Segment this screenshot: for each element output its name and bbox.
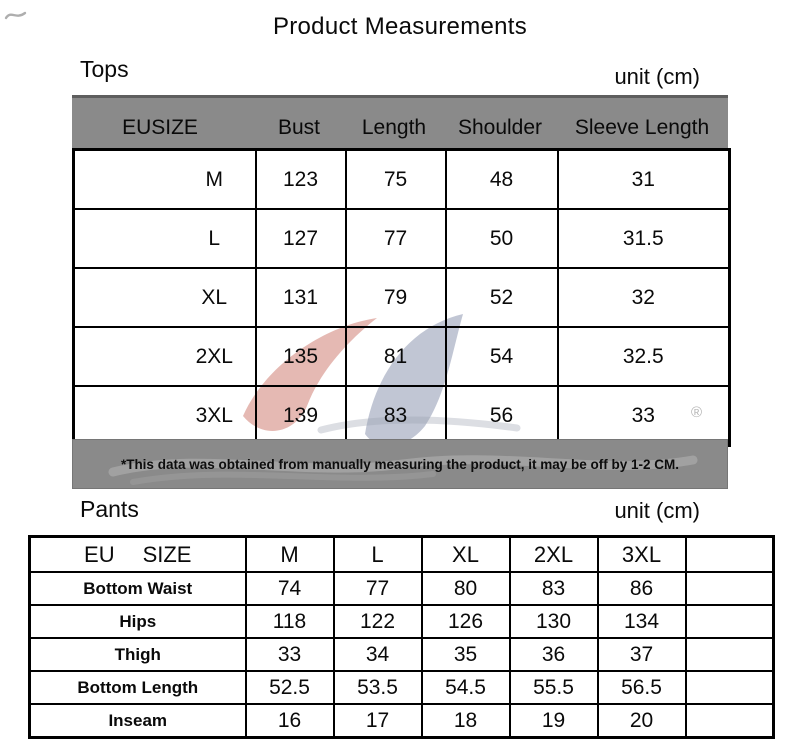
tops-unit-label: unit (cm) [614, 64, 700, 89]
value-cell: 77 [334, 572, 422, 605]
pants-header-m: M [246, 537, 334, 573]
pants-header-sizeword: SIZE [142, 541, 192, 567]
measure-label-cell: Hips [30, 605, 246, 638]
pants-header-size-cell [30, 537, 246, 573]
length-value-cell: 77 [346, 209, 446, 268]
pants-header-l: L [334, 537, 422, 573]
table-row [30, 605, 774, 638]
tops-size-chart [72, 148, 731, 447]
table-row [74, 386, 730, 446]
table-row [74, 268, 730, 327]
value-cell: 33 [246, 638, 334, 671]
pants-header-xl: XL [422, 537, 510, 573]
length-value-cell: 75 [346, 150, 446, 210]
tops-header-sizeword: SIZE [151, 116, 198, 139]
table-row [74, 150, 730, 210]
bust-value-cell: 135 [256, 327, 346, 386]
empty-cell [686, 704, 774, 738]
bust-value-cell: 131 [256, 268, 346, 327]
table-row [30, 704, 774, 738]
disclaimer-text: *This data was obtained from manually measuring the product, it may be off by 1-2 CM. [120, 456, 680, 472]
sleeve-value-cell: 32 [558, 268, 730, 327]
pants-size-chart [28, 535, 775, 739]
measure-label-cell: Bottom Waist [30, 572, 246, 605]
value-cell: 20 [598, 704, 686, 738]
value-cell: 16 [246, 704, 334, 738]
tops-header-shoulder: Shoulder [457, 116, 543, 139]
tops-header-size-cell [72, 116, 254, 148]
pants-header-2xl: 2XL [510, 537, 598, 573]
pants-header-eu: EU [84, 541, 115, 567]
measure-label-cell: Thigh [30, 638, 246, 671]
bust-value-cell: 123 [256, 150, 346, 210]
value-cell: 130 [510, 605, 598, 638]
shoulder-value-cell: 48 [446, 150, 558, 210]
bust-value-cell: 139 [256, 386, 346, 446]
tops-header-bust: Bust [277, 116, 321, 139]
tops-table-header [72, 95, 728, 148]
shoulder-value-cell: 52 [446, 268, 558, 327]
size-label-cell: 3XL [74, 386, 256, 446]
tops-header-eu: EU [122, 116, 152, 139]
value-cell: 74 [246, 572, 334, 605]
sleeve-value-cell: 31.5 [558, 209, 730, 268]
length-value-cell: 79 [346, 268, 446, 327]
measure-label-cell: Bottom Length [30, 671, 246, 704]
measurement-disclaimer-bar [72, 439, 728, 489]
tops-section-label: Tops [80, 56, 129, 82]
length-value-cell: 83 [346, 386, 446, 446]
pants-unit-label: unit (cm) [614, 498, 700, 523]
value-cell: 37 [598, 638, 686, 671]
value-cell: 80 [422, 572, 510, 605]
value-cell: 134 [598, 605, 686, 638]
value-cell: 86 [598, 572, 686, 605]
pants-header-3xl: 3XL [598, 537, 686, 573]
table-row [30, 572, 774, 605]
value-cell: 118 [246, 605, 334, 638]
value-cell: 52.5 [246, 671, 334, 704]
value-cell: 17 [334, 704, 422, 738]
table-row [30, 638, 774, 671]
table-row [74, 327, 730, 386]
size-label-cell: XL [74, 268, 256, 327]
pants-header-row [30, 537, 774, 573]
sleeve-value-cell: 33 [558, 386, 730, 446]
size-label-cell: M [74, 150, 256, 210]
corner-artifact-icon [4, 8, 28, 22]
table-row [74, 209, 730, 268]
empty-cell [686, 572, 774, 605]
table-row [30, 671, 774, 704]
value-cell: 19 [510, 704, 598, 738]
value-cell: 35 [422, 638, 510, 671]
length-value-cell: 81 [346, 327, 446, 386]
sleeve-value-cell: 32.5 [558, 327, 730, 386]
shoulder-value-cell: 56 [446, 386, 558, 446]
value-cell: 34 [334, 638, 422, 671]
empty-cell [686, 671, 774, 704]
empty-cell [686, 638, 774, 671]
value-cell: 56.5 [598, 671, 686, 704]
shoulder-value-cell: 50 [446, 209, 558, 268]
value-cell: 18 [422, 704, 510, 738]
size-label-cell: 2XL [74, 327, 256, 386]
registered-trademark-icon: ® [691, 404, 703, 421]
size-label-cell: L [74, 209, 256, 268]
sleeve-value-cell: 31 [558, 150, 730, 210]
page-title: Product Measurements [272, 13, 528, 40]
value-cell: 54.5 [422, 671, 510, 704]
value-cell: 55.5 [510, 671, 598, 704]
value-cell: 122 [334, 605, 422, 638]
value-cell: 36 [510, 638, 598, 671]
value-cell: 53.5 [334, 671, 422, 704]
bust-value-cell: 127 [256, 209, 346, 268]
shoulder-value-cell: 54 [446, 327, 558, 386]
value-cell: 126 [422, 605, 510, 638]
value-cell: 83 [510, 572, 598, 605]
pants-header-empty [686, 537, 774, 573]
tops-header-sleeve-length: Sleeve Length [574, 116, 710, 139]
tops-header-length: Length [361, 116, 427, 139]
measure-label-cell: Inseam [30, 704, 246, 738]
pants-section-label: Pants [80, 496, 139, 522]
empty-cell [686, 605, 774, 638]
